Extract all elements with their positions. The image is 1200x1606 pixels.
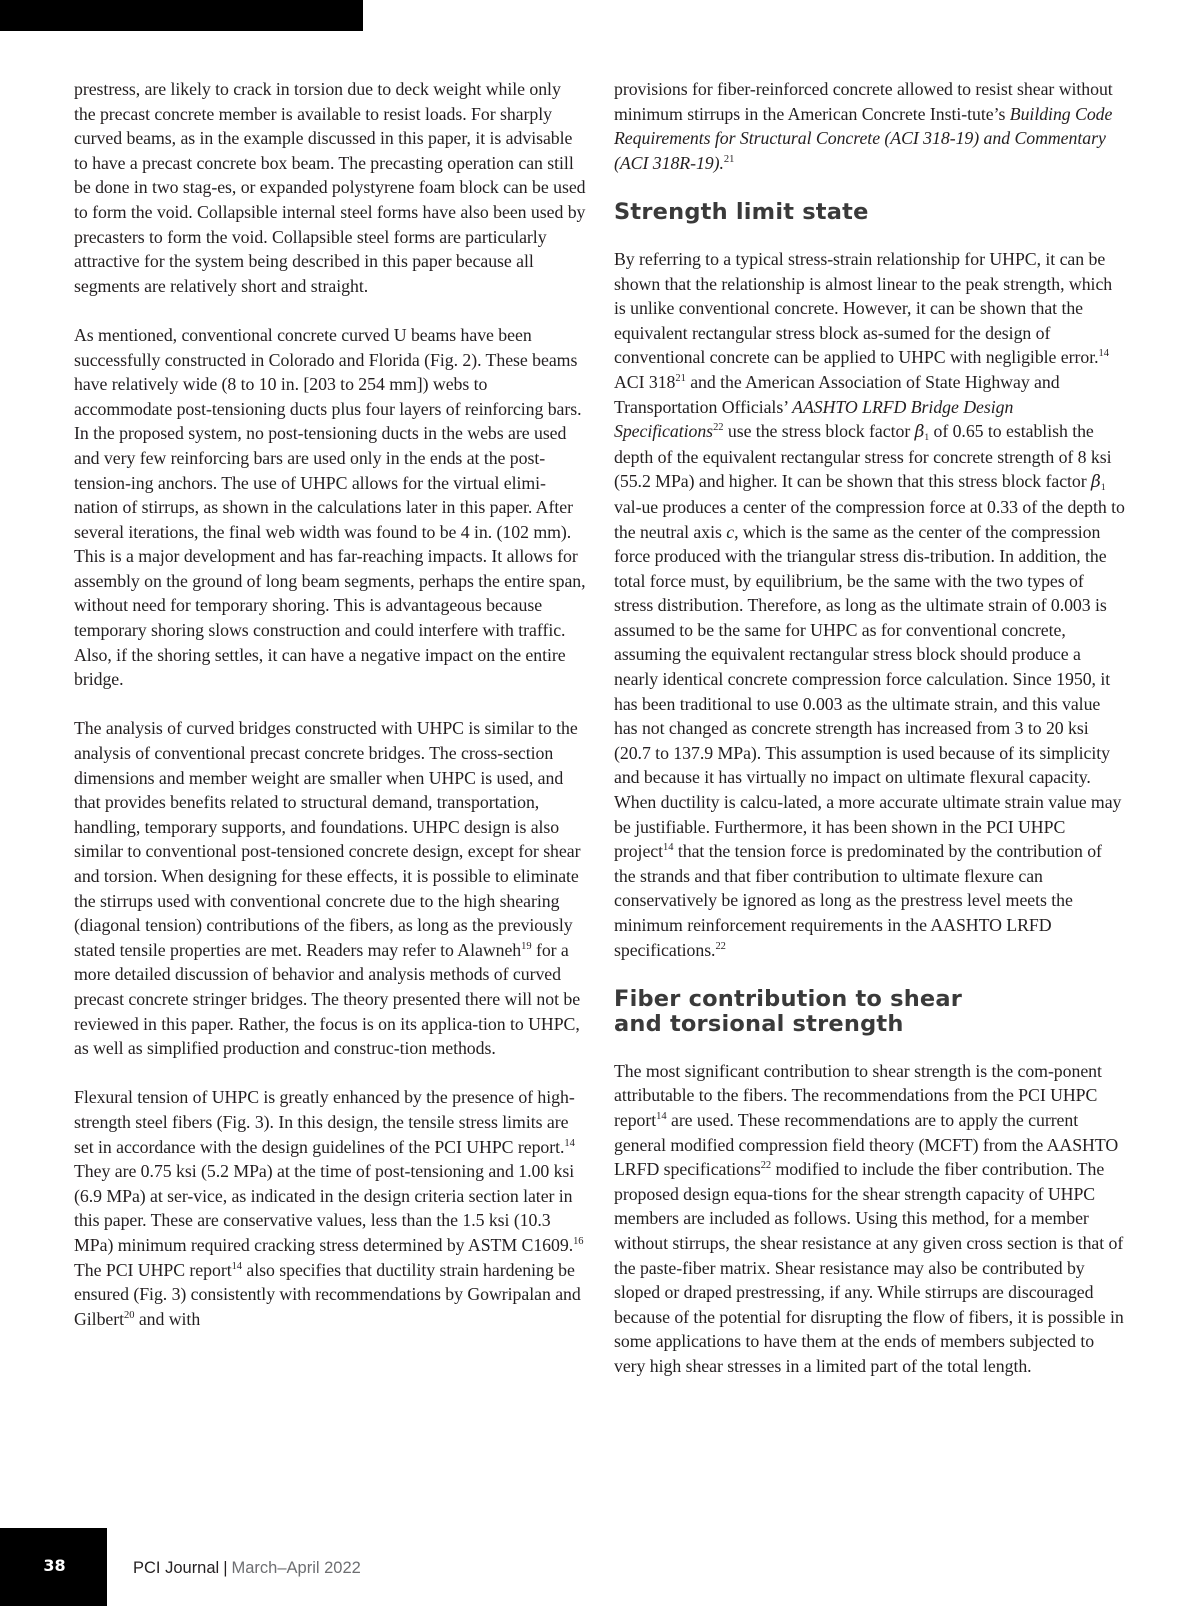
reference-superscript: 16 (573, 1235, 584, 1247)
paragraph: By referring to a typical stress-strain relationship for UHPC, it can be shown that the relationship is almost linear to the peak strength, which is unlike conventional concrete. However, it can be shown that the equivalent rectangular stress block as-sumed for the design of conventional concrete can be applied to UHPC with negligible error.$^{14}$ ACI $318^{21}$ and the American Association of State Highway and Transportation Officials’ AASHTO LRFD Bridge Design Specifications$^{22}$ use the stress block factor $\beta_1$ of 0.65 to establish the depth of the equivalent rectangular stress for concrete strength of 8 ksi (55.2 MPa) and higher. It can be shown that this stress block factor $\beta_1$ val-ue produces a center of the compression force at 0.33 of the depth to the neutral axis c, which is the same as the center of the compression force produced with the triangular stress dis-tribution. In addition, the total force must, by equilibrium, be the same with the two types of stress distribution. Therefore, as long as the ultimate strain of 0.003 is assumed to be the same for UHPC as for conventional concrete, assuming the equivalent rectangular stress block should produce a nearly identical concrete compression force calculation. Since 1950, it has been traditional to use 0.003 as the ultimate strain, and this value has not changed as concrete strength has increased from 3 to 20 ksi (20.7 to 137.9 MPa). This assumption is used because of its simplicity and because it has virtually no impact on ultimate flexural capacity. When ductility is calcu-lated, a more accurate ultimate strain value may be justifiable. Furthermore, it has been shown in the PCI UHPC project$^{14}$ that the tension force is predominated by the contribution of the strands and that fiber contribution to ultimate flexure can conservatively be ignored as long as the prestress level meets the minimum reinforcement requirements in the AASHTO LRFD specifications.$^{22}$ (614, 248, 1125, 960)
reference-superscript: 14 (564, 1137, 575, 1149)
reference-superscript: 22 (760, 1160, 772, 1172)
beta-symbol: β (914, 422, 925, 443)
paragraph: Flexural tension of UHPC is greatly enhanced by the presence of high-strength steel fibers (Fig. 3). In this design, the tensile stress limits are set in accordance with the design guidelines of the PCI UHPC report.$^{14}$ They are 0.75 ksi (5.2 MPa) at the time of post-tensioning and 1.00 ksi (6.9 MPa) at ser-vice, as indicated in the design criteria section later in this paper. These are conservative values, less than the 1.5 ksi (10.3 MPa) minimum required cracking stress determined by ASTM C1609.16 The PCI UHPC report$^{14}$ also specifies that ductility strain hardening be ensured (Fig. 3) consistently with recommendations by Gowripalan and Gilbert$^{20}$ and with (74, 1087, 584, 1329)
paragraph: provisions for fiber-reinforced concrete allowed to resist shear without minimum stirrups in the American Concrete Insti-tute’s Building Code Requirements for Structural Concrete (ACI 318-19) and Commentary (ACI 318R-19).$^{21}$ (614, 79, 1113, 173)
journal-name: PCI Journal (133, 1559, 220, 1577)
reference-superscript: 22 (715, 940, 726, 952)
reference-superscript: 20 (124, 1309, 135, 1321)
page-number: 38 (43, 1556, 66, 1575)
reference-superscript: 19 (521, 940, 532, 952)
reference-superscript: 21 (723, 153, 735, 165)
reference-superscript: 14 (231, 1260, 242, 1272)
reference-superscript: 14 (1098, 348, 1109, 360)
footer-separator: | (223, 1559, 228, 1577)
beta-symbol: β (1091, 472, 1101, 493)
paragraph: The most significant contribution to shear strength is the com-ponent attributable to the fibers. The recommendations from the PCI UHPC report$^{14}$ are used. These recommendations are to apply the current general modified compression field theory (MCFT) from the AASHTO LRFD specifications$^{22}$ modified to include the fiber contribution. The proposed design equa-tions for the shear strength capacity of UHPC members are included as follows. Using this method, for a member without stirrups, the shear resistance at any given cross section is that of the paste-fiber matrix. Shear resistance may also be contributed by sloped or draped prestressing, if any. While stirrups are discouraged because of the potential for disrupting the flow of fibers, it is possible in some applications to have them at the ends of members subjected to very high shear stresses in a limited part of the total length. (614, 1060, 1124, 1376)
reference-superscript: 21 (675, 372, 686, 384)
paragraph: The analysis of curved bridges constructed with UHPC is similar to the analysis of conventional precast concrete bridges. The cross-section dimensions and member weight are smaller when UHPC is used, and that provides benefits related to structural demand, transportation, handling, temporary supports, and foundations. UHPC design is also similar to conventional post-tensioned concrete design, except for shear and torsion. When designing for these effects, it is possible to eliminate the stirrups used with conventional concrete due to the high shearing (diagonal tension) contributions of the fibers, as long as the previously stated tensile properties are met. Readers may refer to Alawneh$^{19}$ for a more detailed discussion of behavior and analysis methods of curved precast concrete stringer bridges. The theory presented there will not be reviewed in this paper. Rather, the focus is on its applica-tion to UHPC, as well as simplified production and construc-tion methods. (74, 718, 581, 1059)
issue-date: March–April 2022 (231, 1559, 361, 1577)
left-column (74, 77, 586, 1331)
reference-superscript: 14 (656, 1110, 667, 1122)
section-heading-strength-limit-state: Strength limit state (614, 198, 869, 225)
right-column (614, 77, 1126, 1379)
paragraph: prestress, are likely to crack in torsion due to deck weight while only the precast concrete member is available to resist loads. For sharply curved beams, as in the example discussed in this paper, it is advisable to have a precast concrete box beam. The precasting operation can still be done in two stag-es, or expanded polystyrene foam block can be used to form the void. Collapsible internal steel forms have also been used by precasters to form the void. Collapsible steel forms are particularly attractive for the system being described in this paper because all segments are relatively short and straight. (74, 79, 586, 296)
paragraph: As mentioned, conventional concrete curved U beams have been successfully constructed in Colorado and Florida (Fig. 2). These beams have relatively wide (8 to 10 in. [203 to 254 mm]) webs to accommodate post-tensioning ducts plus four layers of reinforcing bars. In the proposed system, no post-tensioning ducts in the webs are used and very few reinforcing bars are used only in the ends at the post-tension-ing anchors. The use of UHPC allows for the virtual elimi-nation of stirrups, as shown in the calculations later in this paper. After several iterations, the final web width was found to be 4 in. (102 mm). This is a major development and has far-reaching impacts. It allows for assembly on the ground of long beam segments, perhaps the entire span, without need for temporary shoring. This is advantageous because temporary shoring slows construction and could interfere with traffic. Also, if the shoring settles, it can have a negative impact on the entire bridge. (74, 324, 586, 690)
reference-superscript: 22 (713, 422, 724, 434)
section-heading-fiber-contribution: Fiber contribution to shear and torsional strength (614, 985, 963, 1037)
reference-superscript: 14 (663, 842, 674, 854)
header-bar (0, 0, 363, 31)
journal-footer (133, 1559, 361, 1578)
